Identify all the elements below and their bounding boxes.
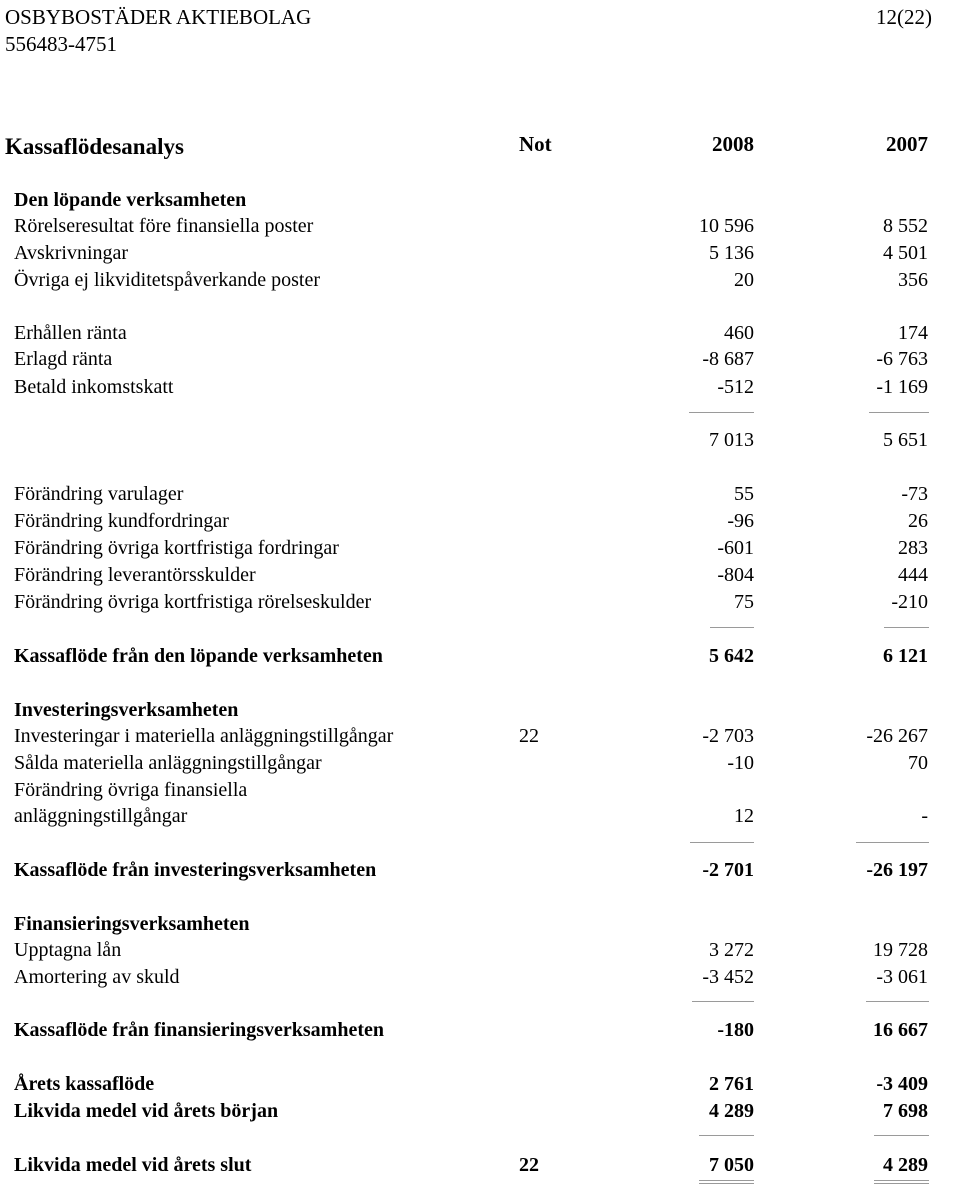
value-2007: 8 552 <box>883 215 928 237</box>
value-2008: 5 642 <box>709 645 754 667</box>
value-2008: 75 <box>734 591 754 613</box>
row-label: Avskrivningar <box>14 242 129 264</box>
value-2008: -10 <box>727 752 754 774</box>
row-label: Investeringar i materiella anläggningstillgångar <box>14 725 394 747</box>
value-2008: 3 272 <box>709 939 754 961</box>
value-2008: -2 701 <box>702 859 754 881</box>
sum-rule <box>710 627 754 628</box>
statement-title: Kassaflödesanalys <box>5 134 184 159</box>
table-row <box>0 697 960 724</box>
value-2007: 444 <box>898 564 928 586</box>
value-2007: 19 728 <box>873 939 928 961</box>
value-2008: -804 <box>717 564 754 586</box>
table-row <box>0 240 960 267</box>
value-2008: -3 452 <box>702 966 754 988</box>
value-2008: -601 <box>717 537 754 559</box>
table-row <box>0 213 960 240</box>
value-2007: -26 197 <box>866 859 928 881</box>
value-2007: -1 169 <box>876 376 928 398</box>
table-row <box>0 964 960 991</box>
value-2007: -3 061 <box>876 966 928 988</box>
table-row <box>0 346 960 373</box>
row-label: Amortering av skuld <box>14 966 180 988</box>
value-2008: 20 <box>734 269 754 291</box>
value-2008: 12 <box>734 805 754 827</box>
sum-rule <box>866 1001 929 1002</box>
table-row <box>0 1152 960 1179</box>
value-2007: 4 289 <box>883 1154 928 1176</box>
sum-rule <box>869 412 929 413</box>
value-2007: 26 <box>908 510 928 532</box>
value-2007: 5 651 <box>883 429 928 451</box>
page-number: 12(22) <box>876 5 932 29</box>
row-label: Erlagd ränta <box>14 348 113 370</box>
row-label: Förändring leverantörsskulder <box>14 564 256 586</box>
value-2008: -180 <box>717 1019 754 1041</box>
value-2008: 460 <box>724 322 754 344</box>
row-label: Likvida medel vid årets början <box>14 1100 279 1122</box>
year-2007-column-header: 2007 <box>886 132 928 156</box>
table-row <box>0 1017 960 1044</box>
row-label: Rörelseresultat före finansiella poster <box>14 215 314 237</box>
value-2007: 16 667 <box>873 1019 928 1041</box>
row-label: Förändring övriga kortfristiga rörelseskulder <box>14 591 372 613</box>
value-2007: 283 <box>898 537 928 559</box>
row-note: 22 <box>519 1154 539 1176</box>
value-2007: -73 <box>901 483 928 505</box>
value-2007: - <box>921 805 928 827</box>
row-label: Betald inkomstskatt <box>14 376 174 398</box>
year-2008-column-header: 2008 <box>712 132 754 156</box>
table-row <box>0 857 960 884</box>
table-row <box>0 1071 960 1098</box>
row-label: Årets kassaflöde <box>14 1073 155 1095</box>
table-row <box>0 267 960 294</box>
row-label: Finansieringsverksamheten <box>14 913 250 935</box>
table-row <box>0 777 960 804</box>
row-note: 22 <box>519 725 539 747</box>
value-2008: 2 761 <box>709 1073 754 1095</box>
row-label: Kassaflöde från finansieringsverksamheten <box>14 1019 384 1041</box>
value-2007: 356 <box>898 269 928 291</box>
table-row <box>0 481 960 508</box>
table-row <box>0 374 960 401</box>
sum-rule <box>884 627 929 628</box>
org-number: 556483-4751 <box>5 32 117 56</box>
row-label: Likvida medel vid årets slut <box>14 1154 252 1176</box>
row-label: Förändring kundfordringar <box>14 510 229 532</box>
table-row <box>0 562 960 589</box>
value-2008: 7 050 <box>709 1154 754 1176</box>
table-row <box>0 937 960 964</box>
total-double-rule <box>699 1180 754 1184</box>
table-row <box>0 750 960 777</box>
value-2008: 5 136 <box>709 242 754 264</box>
row-label: Kassaflöde från den löpande verksamheten <box>14 645 383 667</box>
row-label: Erhållen ränta <box>14 322 127 344</box>
value-2008: 4 289 <box>709 1100 754 1122</box>
table-row <box>0 535 960 562</box>
row-label: Övriga ej likviditetspåverkande poster <box>14 269 321 291</box>
value-2008: -512 <box>717 376 754 398</box>
value-2007: 7 698 <box>883 1100 928 1122</box>
note-column-header: Not <box>519 132 552 156</box>
company-name: OSBYBOSTÄDER AKTIEBOLAG <box>5 5 312 29</box>
table-row <box>0 427 960 454</box>
value-2008: -8 687 <box>702 348 754 370</box>
table-row <box>0 1098 960 1125</box>
row-label: Kassaflöde från investeringsverksamheten <box>14 859 377 881</box>
sum-rule <box>699 1135 754 1136</box>
row-label: Förändring övriga finansiella <box>14 779 248 801</box>
table-row <box>0 911 960 938</box>
total-double-rule <box>874 1180 929 1184</box>
value-2008: -96 <box>727 510 754 532</box>
row-label: Förändring varulager <box>14 483 184 505</box>
value-2007: -6 763 <box>876 348 928 370</box>
value-2007: -210 <box>891 591 928 613</box>
sum-rule <box>856 842 929 843</box>
value-2008: -2 703 <box>702 725 754 747</box>
sum-rule <box>692 1001 754 1002</box>
row-label: Förändring övriga kortfristiga fordringar <box>14 537 339 559</box>
value-2008: 55 <box>734 483 754 505</box>
row-label: Investeringsverksamheten <box>14 699 239 721</box>
table-row <box>0 508 960 535</box>
value-2007: 70 <box>908 752 928 774</box>
table-row <box>0 320 960 347</box>
value-2007: 4 501 <box>883 242 928 264</box>
table-row <box>0 589 960 616</box>
value-2008: 10 596 <box>699 215 754 237</box>
row-label: anläggningstillgångar <box>14 805 188 827</box>
table-row <box>0 187 960 214</box>
row-label: Sålda materiella anläggningstillgångar <box>14 752 322 774</box>
row-label: Upptagna lån <box>14 939 122 961</box>
table-row <box>0 803 960 830</box>
value-2007: 6 121 <box>883 645 928 667</box>
value-2007: -3 409 <box>876 1073 928 1095</box>
sum-rule <box>690 842 754 843</box>
value-2007: 174 <box>898 322 928 344</box>
value-2007: -26 267 <box>866 725 928 747</box>
row-label: Den löpande verksamheten <box>14 189 247 211</box>
value-2008: 7 013 <box>709 429 754 451</box>
table-row <box>0 723 960 750</box>
sum-rule <box>689 412 754 413</box>
table-row <box>0 643 960 670</box>
sum-rule <box>874 1135 929 1136</box>
